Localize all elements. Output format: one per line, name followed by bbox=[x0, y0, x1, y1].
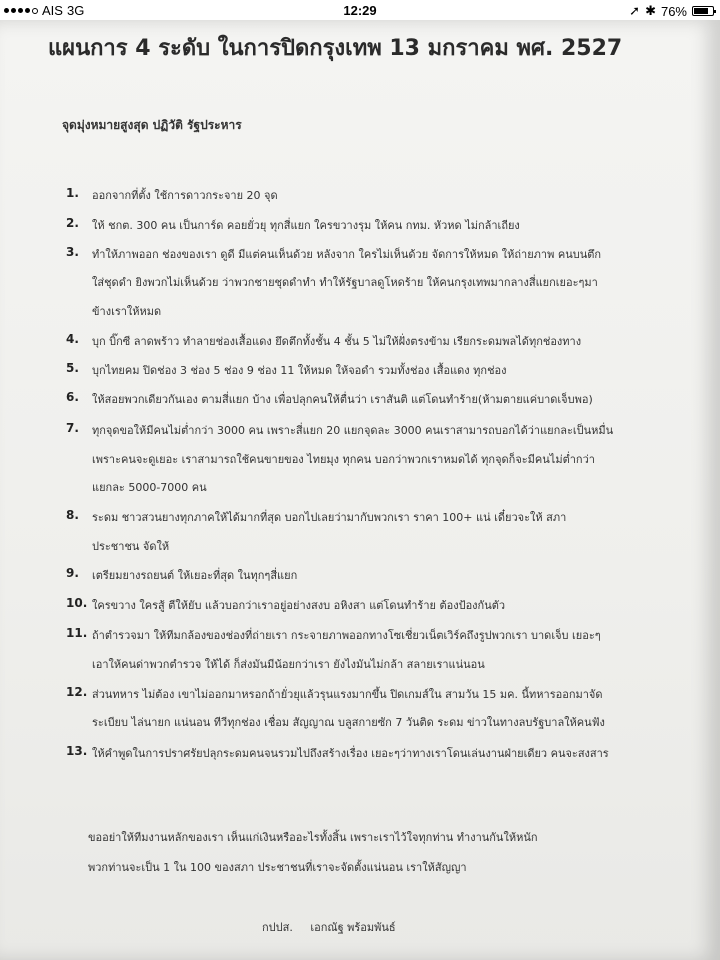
list-item-text: บุกไทยคม ปิดช่อง 3 ช่อง 5 ช่อง 9 ช่อง 11 ให้หมด ให้จอดำ รวมทั้งช่อง เสื้อแดง ทุกช่อง bbox=[92, 364, 507, 377]
document-page bbox=[0, 20, 720, 960]
carrier-name: AIS bbox=[42, 3, 63, 18]
network-type: 3G bbox=[66, 3, 85, 18]
document-goal: จุดมุ่งหมายสูงสุด ปฏิวัติ รัฐประหาร bbox=[62, 118, 242, 132]
list-item-number: 5. bbox=[66, 361, 79, 375]
list-item-number: 2. bbox=[66, 216, 79, 230]
list-item-text: ให้ ชกต. 300 คน เป็นการ์ด คอยยั่วยุ ทุกสี่แยก ใครขวางรุม ให้คน กทม. หัวหด ไม่กล้าเถียง bbox=[92, 219, 520, 232]
location-arrow-icon: ➚ bbox=[629, 3, 641, 18]
list-item-text: เตรียมยางรถยนต์ ให้เยอะที่สุด ในทุกๆสี่แยก bbox=[92, 569, 298, 582]
list-item-text: ส่วนทหาร ไม่ต้อง เขาไม่ออกมาหรอกถ้ายั่วยุแล้วรุนแรงมากขึ้น ปิดเกมส์ใน สามวัน 15 มค. นี้ทหารออกมาจัด bbox=[92, 688, 603, 701]
list-item-text: ใส่ชุดดำ ยิงพวกไม่เห็นด้วย ว่าพวกชายชุดดำทำ ทำให้รัฐบาลดูโหดร้าย ให้คนกรุงเทพมากลางสี่แยกเยอะๆมา bbox=[92, 276, 598, 289]
list-item-text: ทำให้ภาพออก ช่องของเรา ดูดี มีแต่คนเห็นด้วย หลังจาก ใครไม่เห็นด้วย จัดการให้หมด ให้ถ่ายภาพ คนบนตึก bbox=[92, 248, 602, 261]
list-item-number: 1. bbox=[66, 186, 79, 200]
list-item-number: 7. bbox=[66, 421, 79, 435]
status-bar bbox=[0, 0, 720, 20]
list-item-number: 9. bbox=[66, 566, 79, 580]
list-item-text: แยกละ 5000-7000 คน bbox=[92, 481, 207, 494]
list-item-text: ใครขวาง ใครสู้ ตีให้ยับ แล้วบอกว่าเราอยู่อย่างสงบ อหิงสา แต่โดนทำร้าย ต้องป้องกันตัว bbox=[92, 599, 506, 612]
list-item-text: ระเบียบ ไล่นายก แน่นอน ทีวีทุกช่อง เชื่อม สัญญาณ บลูสกายซัก 7 วันติด ระดม ข่าวในทางลบรัฐบาลให้คนฟัง bbox=[92, 716, 605, 729]
closing-line: พวกท่านจะเป็น 1 ใน 100 ของสภา ประชาชนที่เราจะจัดตั้งแน่นอน เราให้สัญญา bbox=[88, 861, 467, 874]
list-item-text: บุก บิ๊กซี ลาดพร้าว ทำลายช่องเสื้อแดง ยึดตึกทั้งชั้น 4 ชั้น 5 ไม่ให้ฝั่งตรงข้าม เรียกระดมพลได้ทุกช่องทาง bbox=[92, 335, 582, 348]
list-item-number: 6. bbox=[66, 390, 79, 404]
list-item-text: ให้สอยพวกเดียวกันเอง ตามสี่แยก บ้าง เพื่อปลุกคนให้ตื่นว่า เราสันติ แต่โดนทำร้าย(ห้ามตายแค่บาดเจ็บพอ) bbox=[92, 393, 593, 406]
closing-line: ขออย่าให้ทีมงานหลักของเรา เห็นแก่เงินหรืออะไรทั้งสิ้น เพราะเราไว้ใจทุกท่าน ทำงานกันให้หนัก bbox=[88, 831, 538, 844]
document-title: แผนการ 4 ระดับ ในการปิดกรุงเทพ 13 มกราคม พศ. 2527 bbox=[48, 36, 623, 61]
bluetooth-icon: ✱ bbox=[645, 3, 656, 18]
list-item-text: ออกจากที่ตั้ง ใช้การดาวกระจาย 20 จุด bbox=[92, 189, 278, 202]
list-item-number: 10. bbox=[66, 596, 88, 610]
list-item-text: เพราะคนจะดูเยอะ เราสามารถใช้คนขายของ ไทยมุง ทุกคน บอกว่าพวกเราหมดได้ ทุกจุดก็จะมีคนไม่ต่ำกว่า bbox=[92, 453, 595, 466]
list-item-text: ประชาชน จัดให้ bbox=[92, 540, 170, 553]
list-item-text: ถ้าตำรวจมา ให้ทีมกล้องของช่องที่ถ่ายเรา กระจายภาพออกทางโซเชี่ยวเน็ตเวิร์คถึงรูปพวกเรา บาดเจ็บ เยอะๆ bbox=[92, 629, 601, 642]
list-item-text: ทุกจุดขอให้มีคนไม่ต่ำกว่า 3000 คน เพราะสี่แยก 20 แยกจุดละ 3000 คนเราสามารถบอกได้ว่าแยกละเป็นหมื่น bbox=[92, 424, 614, 437]
signature bbox=[262, 918, 396, 936]
list-item-number: 8. bbox=[66, 508, 79, 522]
battery-percent: 76% bbox=[660, 3, 687, 19]
signature-name: เอกณัฐ พร้อมพันธ์ bbox=[310, 921, 396, 934]
signature-org: กปปส. bbox=[262, 921, 293, 934]
status-time: 12:29 bbox=[343, 3, 377, 18]
list-item-text: ให้คำพูดในการปราศรัยปลุกระดมคนจนรวมไปถึงสร้างเรื่อง เยอะๆว่าทางเราโดนเล่นงานฝ่ายเดียว คนจะสงสาร bbox=[92, 747, 609, 760]
battery-icon bbox=[692, 6, 714, 16]
list-item-number: 12. bbox=[66, 685, 88, 699]
list-item-text: ระดม ชาวสวนยางทุกภาคให้ได้มากที่สุด บอกไปเลยว่ามากับพวกเรา ราคา 100+ แน่ เดี๋ยวจะให้ สภา bbox=[92, 511, 567, 524]
list-item-number: 3. bbox=[66, 245, 79, 259]
list-item-number: 4. bbox=[66, 332, 79, 346]
list-item-number: 13. bbox=[66, 744, 88, 758]
list-item-text: เอาให้คนด่าพวกตำรวจ ให้ได้ ก็ส่งมันมีน้อยกว่าเรา ยังไงมันไม่กล้า สลายเราแน่นอน bbox=[92, 658, 485, 671]
status-right bbox=[629, 3, 714, 19]
list-item-text: ข้างเราให้หมด bbox=[92, 305, 162, 318]
list-item-number: 11. bbox=[66, 626, 88, 640]
